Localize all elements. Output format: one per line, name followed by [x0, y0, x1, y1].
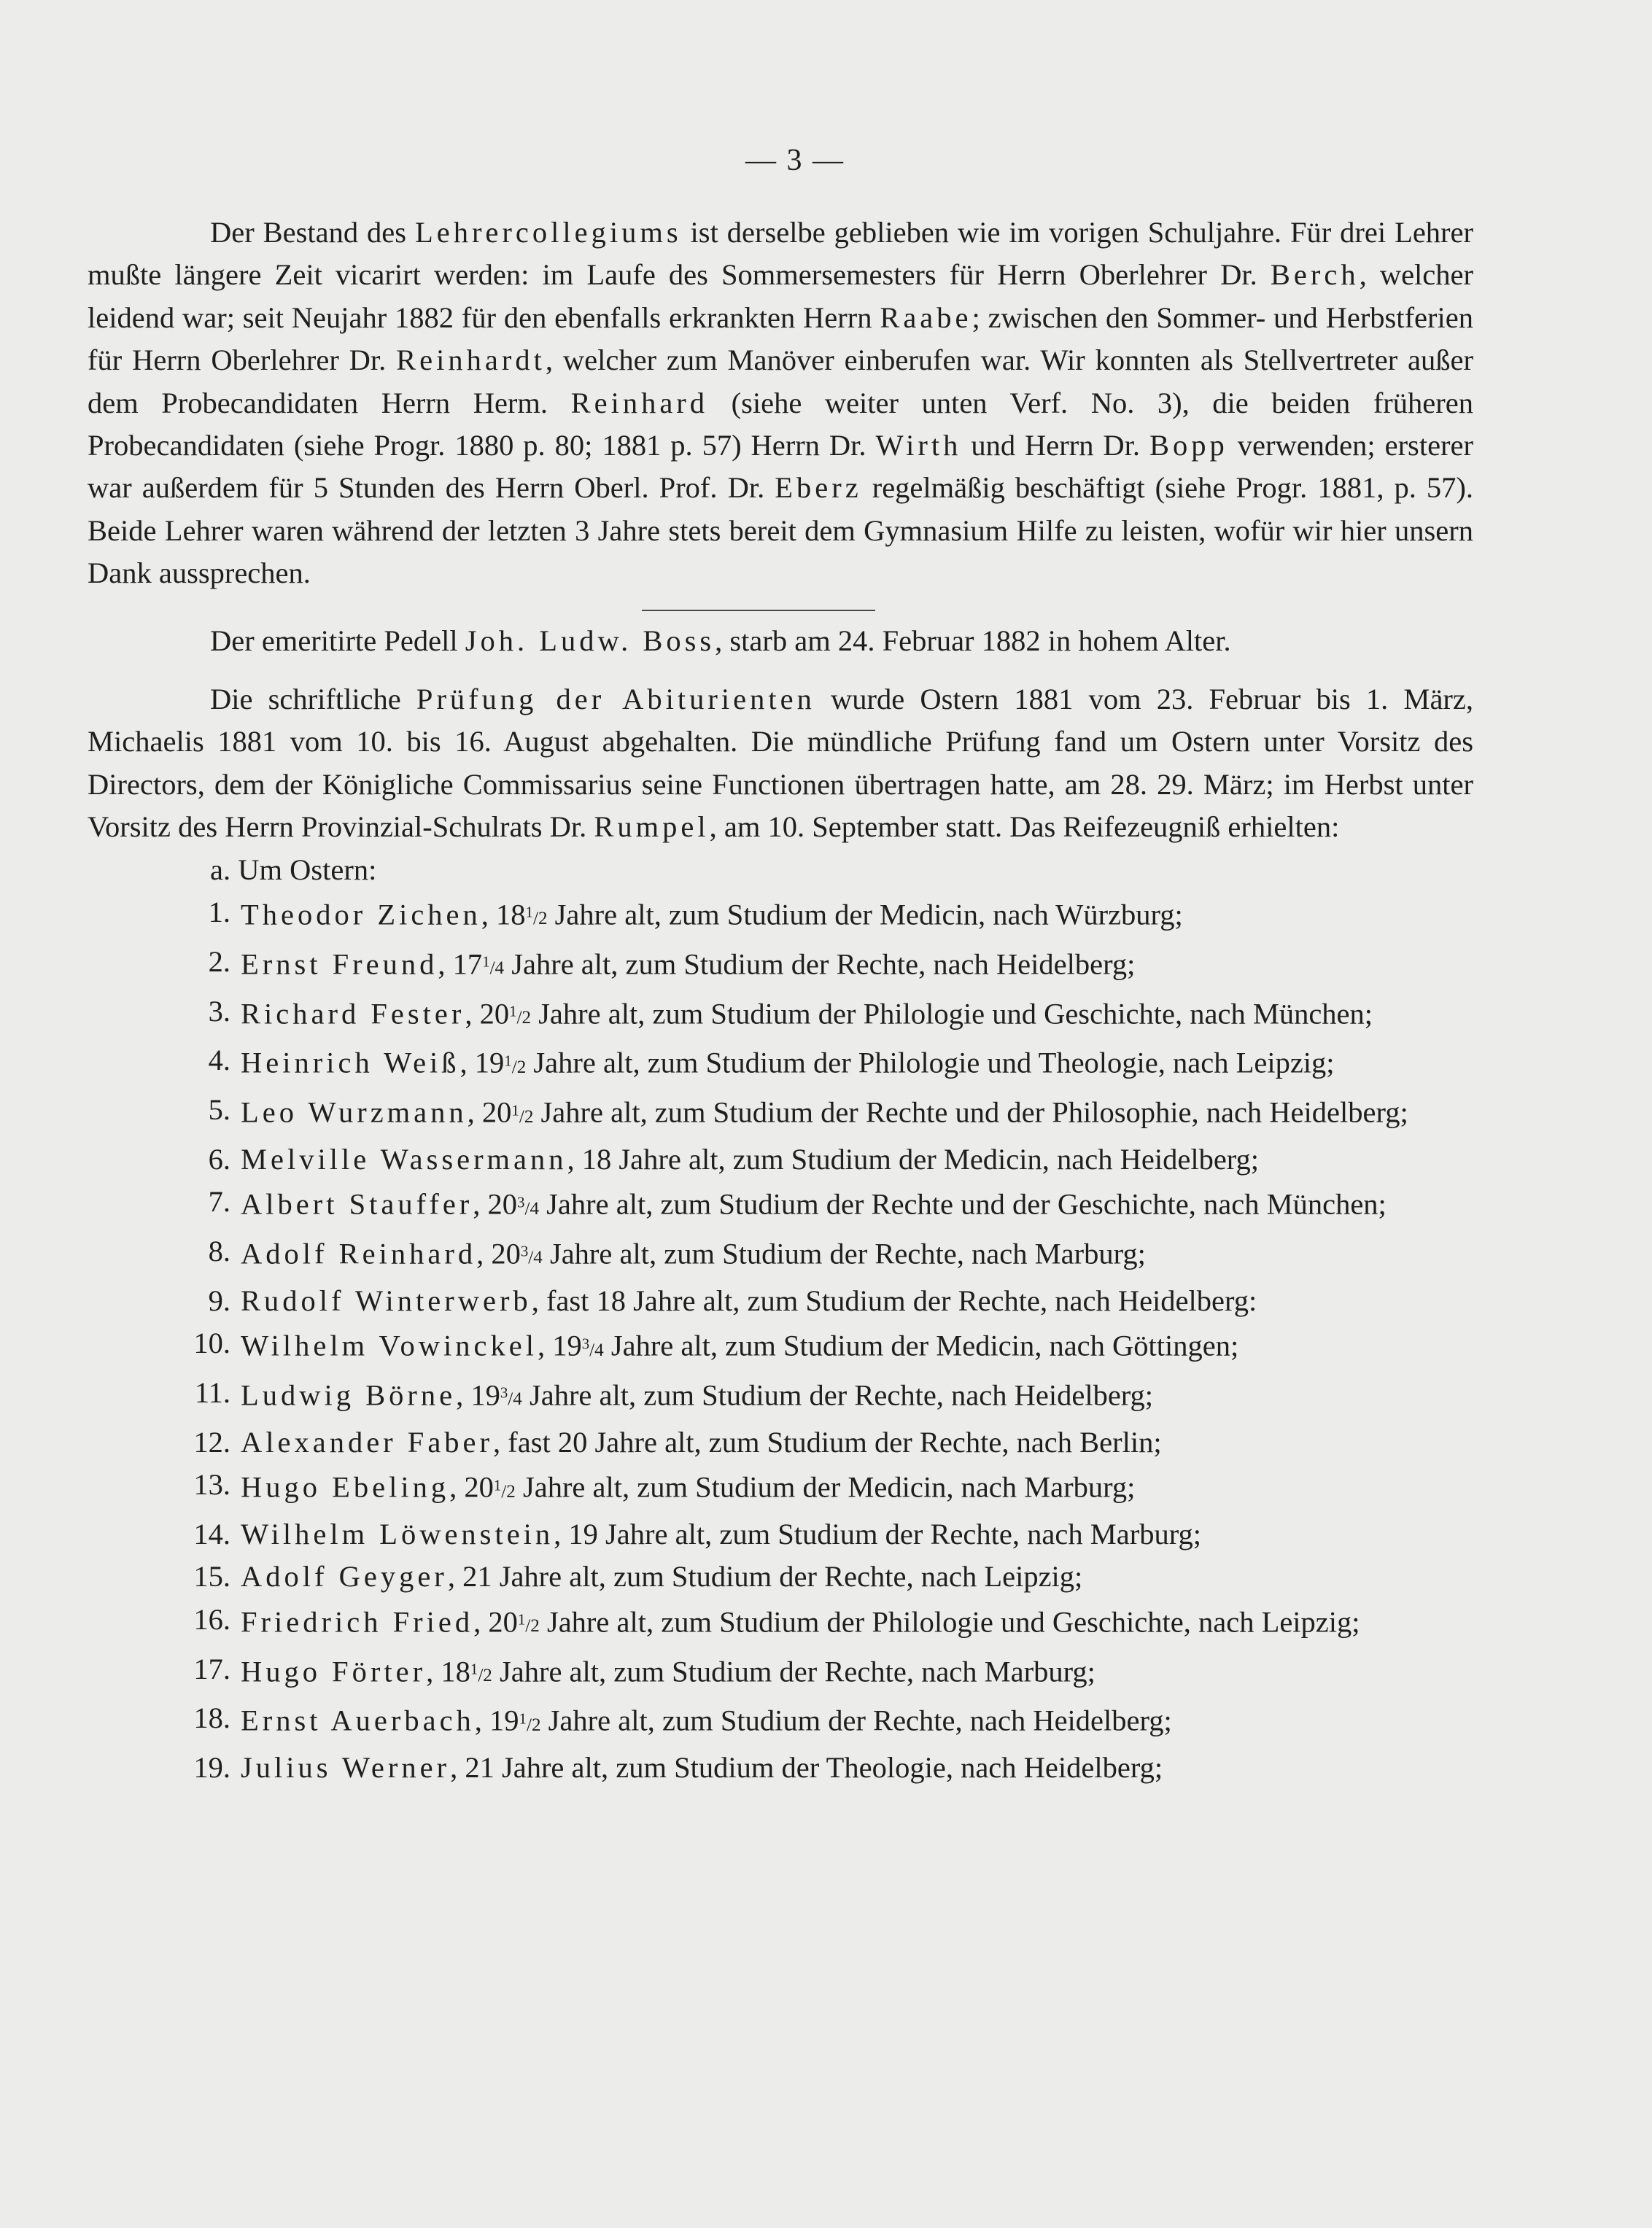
graduate-name: Julius Werner [241, 1751, 451, 1785]
section-label-easter: a. Um Ostern: [210, 853, 377, 886]
text-run: und Herrn Dr. [961, 429, 1150, 462]
graduate-age: 18 [496, 898, 526, 931]
graduate-number: 2. [208, 944, 230, 978]
graduate-number: 7. [208, 1185, 230, 1219]
graduate-details: Jahre alt, zum Studium der Medicin, nach Göttingen; [603, 1329, 1239, 1362]
graduate-number: 6. [208, 1142, 230, 1176]
graduate-item [88, 1747, 1473, 1789]
graduate-name: Ludwig Börne [241, 1378, 457, 1412]
graduate-entry: Heinrich Weiß, $19^1/2$ Jahre alt, zum Studium der Philologie und Theologie, nach Leipzig; [241, 1046, 1335, 1079]
graduate-item [88, 1599, 1473, 1648]
graduate-details: Jahre alt, zum Studium der Rechte, nach Heidelberg; [540, 1704, 1172, 1737]
graduate-details: Jahre alt, zum Studium der Philologie und Geschichte, nach München; [531, 996, 1373, 1030]
graduate-entry: Albert Stauffer, $20^3/4$ Jahre alt, zum Studium der Rechte und der Geschichte, nach München; [241, 1187, 1387, 1221]
graduate-entry: Richard Fester, $20^1/2$ Jahre alt, zum Studium der Philologie und Geschichte, nach München; [241, 996, 1373, 1030]
section-divider [642, 610, 875, 611]
page-content [88, 211, 1473, 1789]
graduate-age: 20 [481, 1095, 512, 1129]
graduate-entry: Wilhelm Vowinckel, $19^3/4$ Jahre alt, zum Studium der Medicin, nach Göttingen; [241, 1329, 1239, 1362]
graduate-name: Adolf Geyger [241, 1560, 448, 1594]
graduate-age-fraction: $^3$/4 [500, 1384, 522, 1410]
graduate-age: 19 [474, 1046, 505, 1079]
graduate-details: Jahre alt, zum Studium der Medicin, nach Würzburg; [547, 898, 1183, 931]
emphasis-name: Raabe [880, 300, 972, 334]
graduate-number: 18. [193, 1701, 230, 1735]
graduate-entry: Melville Wassermann, 18 Jahre alt, zum Studium der Medicin, nach Heidelberg; [241, 1142, 1260, 1176]
graduate-details: Jahre alt, zum Studium der Rechte, nach Heidelberg; [504, 947, 1136, 981]
graduate-name: Albert Stauffer [241, 1187, 473, 1221]
graduate-entry: Theodor Zichen, $18^1/2$ Jahre alt, zum Studium der Medicin, nach Würzburg; [241, 898, 1183, 931]
graduate-number: 9. [208, 1284, 230, 1317]
graduate-item [88, 990, 1473, 1040]
emphasis-name: Berch [1270, 258, 1360, 292]
text-run: ist derselbe geblieben wie im vorigen Schuljahre. Für drei Lehrer mußte längere Zeit vicarirt werden: im Laufe des Sommersemesters für Herrn Oberlehrer Dr. [88, 216, 1473, 292]
graduate-name: Melville Wassermann [241, 1142, 567, 1176]
graduate-details: Jahre alt, zum Studium der Rechte, nach Marburg; [542, 1237, 1146, 1270]
graduate-details: 21 Jahre alt, zum Studium der Rechte, nach Leipzig; [462, 1560, 1083, 1594]
graduate-name: Richard Fester [241, 996, 465, 1030]
graduate-number: 13. [193, 1468, 230, 1502]
graduate-details: 18 Jahre alt, zum Studium der Medicin, nach Heidelberg; [581, 1142, 1260, 1176]
graduate-age-fraction: $^1$/2 [493, 1476, 516, 1502]
emphasis-name: Reinhard [570, 386, 709, 419]
paragraph-pedell [88, 620, 1473, 662]
graduate-item [88, 1464, 1473, 1513]
graduate-entry: Adolf Reinhard, $20^3/4$ Jahre alt, zum Studium der Rechte, nach Marburg; [241, 1237, 1146, 1270]
graduate-number: 10. [193, 1327, 230, 1360]
graduate-age-fraction: $^3$/4 [520, 1243, 543, 1268]
graduate-name: Friedrich Fried [241, 1605, 474, 1639]
graduate-entry: Rudolf Winterwerb, fast 18 Jahre alt, zum Studium der Rechte, nach Heidelberg: [241, 1284, 1257, 1317]
graduate-number: 5. [208, 1093, 230, 1127]
graduate-age-fraction: $^1$/2 [470, 1660, 492, 1685]
graduate-details: Jahre alt, zum Studium der Medicin, nach Marburg; [515, 1470, 1136, 1504]
text-run: , am 10. September statt. Das Reifezeugniß erhielten: [709, 810, 1340, 844]
graduates-list [88, 891, 1473, 1789]
graduate-age-fraction: $^3$/4 [517, 1193, 540, 1219]
graduate-details: Jahre alt, zum Studium der Philologie und Theologie, nach Leipzig; [526, 1046, 1335, 1079]
text-run: , welcher leidend war; seit Neujahr 1882 für den ebenfalls erkrankten Herrn [88, 258, 1473, 334]
text-run: Die schriftliche [210, 683, 416, 716]
text-run: verwenden; ersterer war außerdem für 5 Stunden des Herrn Oberl. Prof. Dr. [88, 429, 1473, 505]
graduate-details: Jahre alt, zum Studium der Philologie und Geschichte, nach Leipzig; [539, 1605, 1360, 1639]
graduate-age-fraction: $^1$/2 [511, 1101, 534, 1127]
graduate-details: Jahre alt, zum Studium der Rechte und der Geschichte, nach München; [539, 1187, 1387, 1221]
graduate-age: 17 [452, 947, 483, 981]
emphasis-name: Rumpel [594, 810, 710, 844]
graduate-name: Wilhelm Löwenstein [241, 1517, 554, 1550]
graduate-entry: Hugo Förter, $18^1/2$ Jahre alt, zum Studium der Rechte, nach Marburg; [241, 1654, 1095, 1688]
graduate-item [88, 1648, 1473, 1698]
paragraph-teaching-staff [88, 211, 1473, 595]
graduate-details: Jahre alt, zum Studium der Rechte und der Philosophie, nach Heidelberg; [533, 1095, 1408, 1129]
graduate-name: Hugo Ebeling [241, 1470, 450, 1504]
text-run: regelmäßig beschäftigt (siehe Progr. 1881, p. 57). Beide Lehrer waren während der letzten 3 Jahre stets bereit dem Gymnasium Hilfe zu leisten, wofür wir hier unsern Dank aussprechen. [88, 471, 1473, 590]
graduate-number: 15. [193, 1560, 230, 1594]
text-run: , starb am 24. Februar 1882 in hohem Alter. [715, 624, 1231, 657]
graduate-item [88, 1181, 1473, 1230]
page-number: — 3 — [745, 144, 845, 177]
graduate-entry: Hugo Ebeling, $20^1/2$ Jahre alt, zum Studium der Medicin, nach Marburg; [241, 1470, 1136, 1504]
graduate-age: 20 [464, 1470, 494, 1504]
graduate-entry: Ludwig Börne, $19^3/4$ Jahre alt, zum Studium der Rechte, nach Heidelberg; [241, 1378, 1154, 1412]
graduate-age: 20 [479, 996, 510, 1030]
graduate-entry: Leo Wurzmann, $20^1/2$ Jahre alt, zum Studium der Rechte und der Philosophie, nach Heidelberg; [241, 1095, 1408, 1129]
graduate-age-fraction: $^3$/4 [581, 1335, 604, 1360]
graduate-age: 20 [488, 1605, 518, 1639]
graduate-item [88, 1322, 1473, 1372]
graduate-number: 8. [208, 1235, 230, 1268]
graduate-details: 19 Jahre alt, zum Studium der Rechte, nach Marburg; [568, 1517, 1201, 1550]
graduate-name: Theodor Zichen [241, 898, 481, 931]
text-run: Der Bestand des [210, 216, 415, 249]
graduate-entry: Alexander Faber, fast 20 Jahre alt, zum Studium der Rechte, nach Berlin; [241, 1425, 1162, 1459]
graduate-entry: Ernst Auerbach, $19^1/2$ Jahre alt, zum Studium der Rechte, nach Heidelberg; [241, 1704, 1172, 1737]
graduate-number: 12. [193, 1425, 230, 1459]
graduate-name: Wilhelm Vowinckel [241, 1329, 538, 1362]
graduate-age-fraction: $^1$/2 [525, 904, 548, 929]
emphasis-examination: Prüfung der Abiturienten [416, 683, 815, 716]
graduate-item [88, 1697, 1473, 1747]
graduate-entry: Wilhelm Löwenstein, 19 Jahre alt, zum Studium der Rechte, nach Marburg; [241, 1517, 1201, 1550]
graduate-age: 20 [487, 1187, 518, 1221]
emphasis-name: Eberz [775, 471, 862, 505]
emphasis-name: Joh. Ludw. Boss [465, 624, 716, 657]
graduate-entry: Ernst Freund, $17^1/4$ Jahre alt, zum Studium der Rechte, nach Heidelberg; [241, 947, 1136, 981]
graduate-item [88, 1421, 1473, 1464]
graduate-item [88, 891, 1473, 941]
graduate-item [88, 1280, 1473, 1322]
text-run: wurde Ostern 1881 vom 23. Februar bis 1. März, Michaelis 1881 vom 10. bis 16. August abgehalten. Die mündliche Prüfung fand um Ostern unter Vorsitz des Directors, dem der Königliche Commissarius seine Functionen übertragen hatte, am 28. 29. März; im Herbst unter Vorsitz des Herrn Provinzial-Schulrats Dr. [88, 683, 1474, 844]
graduate-item [88, 1089, 1473, 1138]
paragraph-examination [88, 678, 1473, 849]
graduate-number: 17. [193, 1652, 230, 1685]
graduate-number: 19. [193, 1751, 230, 1785]
graduate-number: 14. [193, 1517, 230, 1550]
graduate-number: 1. [208, 896, 230, 929]
graduate-item [88, 1230, 1473, 1280]
text-run: , welcher zum Manöver einberufen war. Wir konnten als Stellvertreter außer dem Probecandidaten Herrn Herm. [88, 343, 1473, 419]
graduate-entry: Friedrich Fried, $20^1/2$ Jahre alt, zum Studium der Philologie und Geschichte, nach Leipzig; [241, 1605, 1360, 1639]
spacer [88, 662, 1473, 678]
graduate-age: 19 [470, 1378, 500, 1412]
graduate-item [88, 1513, 1473, 1556]
graduate-entry: Julius Werner, 21 Jahre alt, zum Studium der Theologie, nach Heidelberg; [241, 1751, 1163, 1785]
text-run: (siehe weiter unten Verf. No. 3), die beiden früheren Probecandidaten (siehe Progr. 1880 p. 80; 1881 p. 57) Herrn Dr. [88, 386, 1473, 462]
graduate-item [88, 1039, 1473, 1089]
graduate-details: fast 20 Jahre alt, zum Studium der Rechte, nach Berlin; [508, 1425, 1162, 1459]
graduate-age: 20 [491, 1237, 521, 1270]
graduate-name: Leo Wurzmann [241, 1095, 468, 1129]
graduate-number: 16. [193, 1602, 230, 1636]
graduate-item [88, 1556, 1473, 1598]
graduate-item [88, 1372, 1473, 1421]
graduate-item [88, 941, 1473, 990]
graduate-name: Adolf Reinhard [241, 1237, 477, 1270]
graduate-details: fast 18 Jahre alt, zum Studium der Rechte, nach Heidelberg: [546, 1284, 1257, 1317]
graduate-age-fraction: $^1$/2 [517, 1610, 540, 1637]
graduate-number: 3. [208, 994, 230, 1028]
graduate-age-fraction: $^1$/4 [482, 952, 505, 979]
text-run: ; zwischen den Sommer- und Herbstferien für Herrn Oberlehrer Dr. [88, 300, 1473, 377]
graduate-name: Ernst Freund [241, 947, 438, 981]
graduate-name: Ernst Auerbach [241, 1704, 475, 1737]
graduate-name: Hugo Förter [241, 1654, 427, 1688]
graduate-age: 19 [552, 1329, 582, 1362]
graduate-item [88, 1138, 1473, 1181]
graduate-age-fraction: $^1$/2 [509, 1002, 532, 1028]
graduate-age-fraction: $^1$/2 [504, 1052, 527, 1077]
graduate-name: Alexander Faber [241, 1425, 494, 1459]
graduate-name: Rudolf Winterwerb [241, 1284, 532, 1317]
graduate-number: 4. [208, 1044, 230, 1077]
graduate-details: Jahre alt, zum Studium der Rechte, nach Heidelberg; [521, 1378, 1154, 1412]
graduate-age-fraction: $^1$/2 [519, 1709, 541, 1735]
emphasis-name: Reinhardt [396, 343, 546, 377]
graduate-number: 11. [194, 1376, 230, 1410]
text-run: Der emeritirte Pedell [210, 624, 465, 657]
emphasis-name: Bopp [1149, 429, 1228, 462]
graduate-entry: Adolf Geyger, 21 Jahre alt, zum Studium der Rechte, nach Leipzig; [241, 1560, 1083, 1594]
graduate-details: 21 Jahre alt, zum Studium der Theologie, nach Heidelberg; [465, 1751, 1163, 1785]
graduate-name: Heinrich Weiß [241, 1046, 460, 1079]
emphasis-name: Wirth [875, 429, 962, 462]
emphasis-collegium: Lehrercollegiums [414, 216, 682, 249]
graduate-details: Jahre alt, zum Studium der Rechte, nach Marburg; [492, 1654, 1095, 1688]
graduate-age: 19 [489, 1704, 519, 1737]
graduate-age: 18 [441, 1654, 470, 1688]
